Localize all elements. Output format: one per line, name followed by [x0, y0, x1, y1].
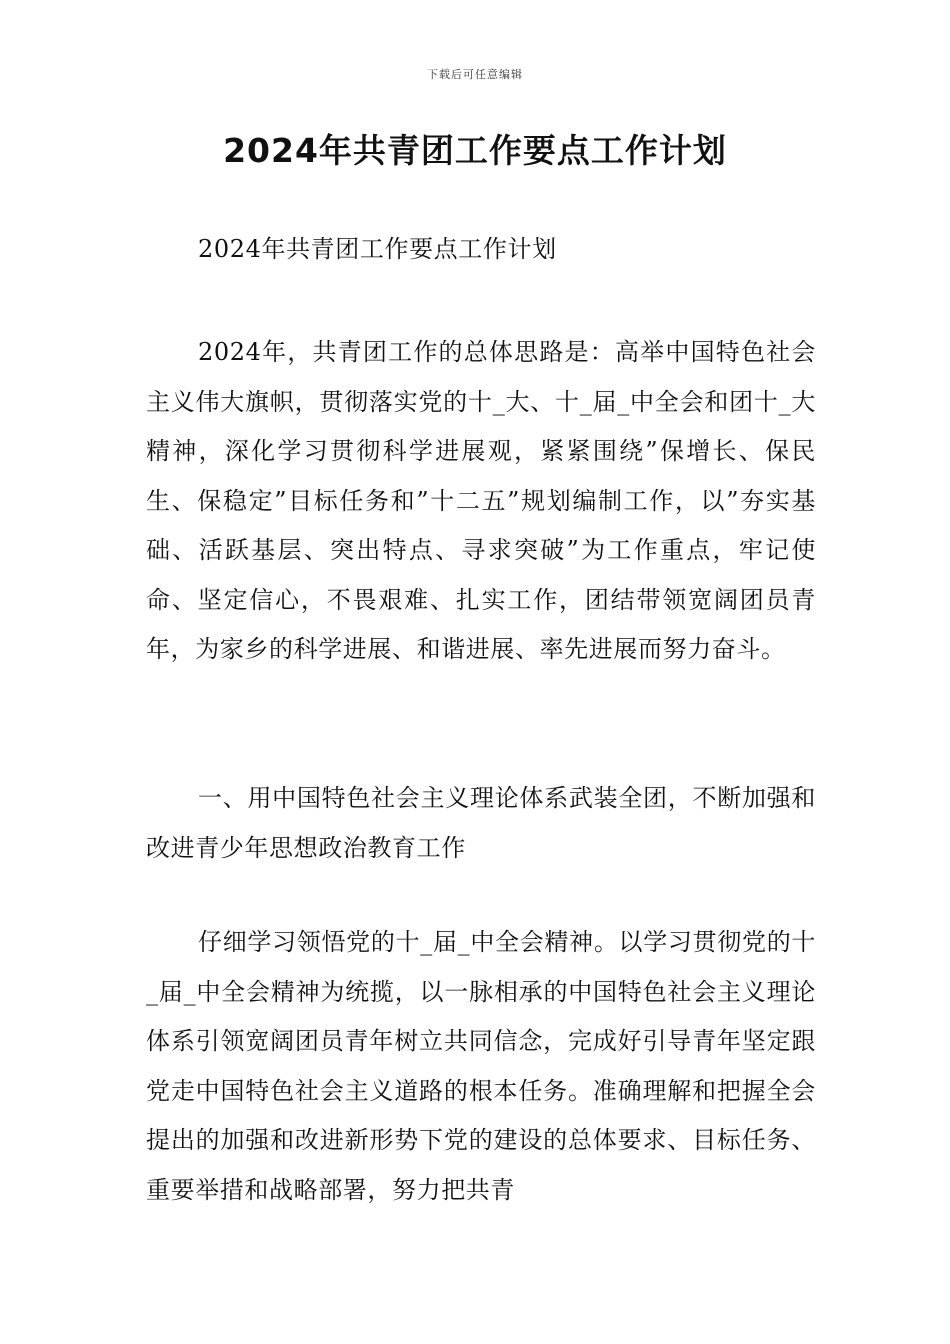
overview-paragraph: 2024年，共青团工作的总体思路是：高举中国特色社会主义伟大旗帜，贯彻落实党的十_大、十_届_中全会和团十_大精神，深化学习贯彻科学进展观，紧紧围绕”保增长、保民生、保稳定”目标任务和”十二五”规划编制工作，以”夯实基础、活跃基层、突出特点、寻求突破”为工作重点，牢记使命、坚定信心，不畏艰难、扎实工作，团结带领宽阔团员青年，为家乡的科学进展、和谐进展、率先进展而努力奋斗。: [146, 338, 816, 663]
body-paragraph: 仔细学习领悟党的十_届_中全会精神。以学习贯彻党的十_届_中全会精神为统揽，以一脉相承的中国特色社会主义理论体系引领宽阔团员青年树立共同信念，完成好引导青年坚定跟党走中国特色社会主义道路的根本任务。准确理解和把握全会提出的加强和改进新形势下党的建设的总体要求、目标任务、重要举措和战略部署，努力把共青: [146, 928, 816, 1204]
document-title: 2024年共青团工作要点工作计划: [223, 131, 727, 170]
header-note: 下载后可任意编辑: [427, 68, 523, 81]
section-heading-1: 一、用中国特色社会主义理论体系武装全团，不断加强和改进青少年思想政治教育工作: [146, 784, 816, 862]
subtitle-paragraph: 2024年共青团工作要点工作计划: [198, 235, 557, 263]
